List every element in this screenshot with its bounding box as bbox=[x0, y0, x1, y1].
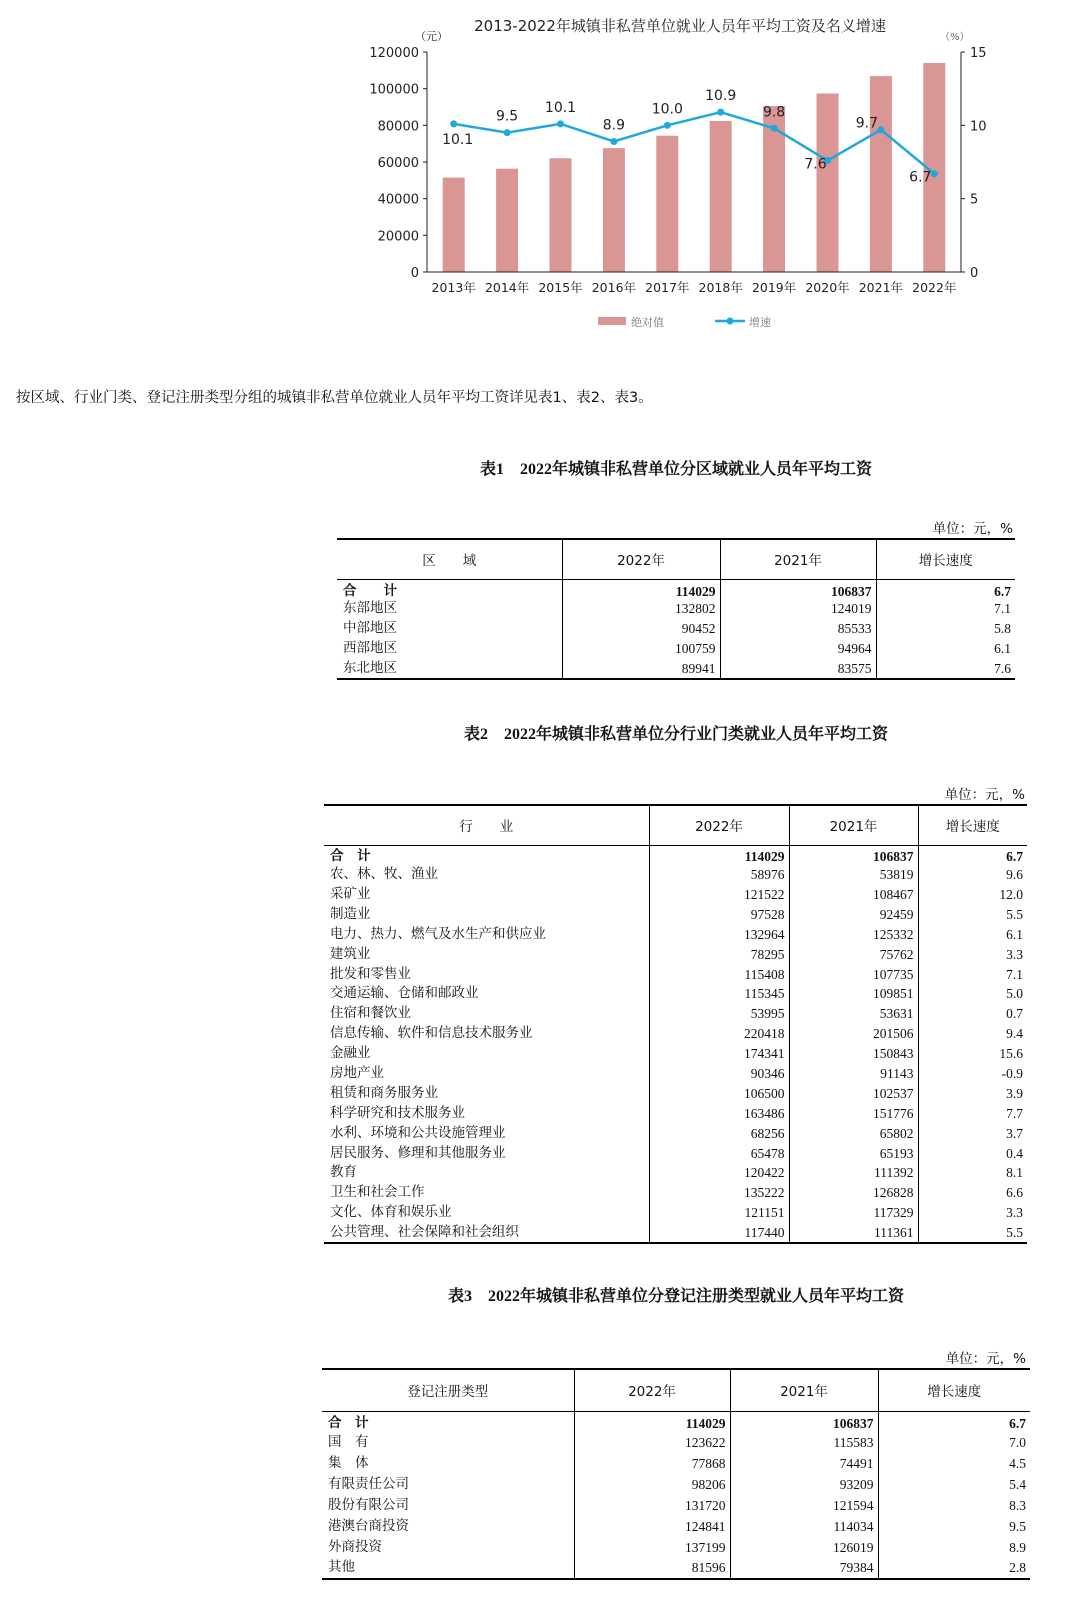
column-header: 2021年 bbox=[720, 539, 876, 579]
column-header: 2021年 bbox=[730, 1369, 878, 1411]
column-header: 2021年 bbox=[789, 805, 918, 845]
cell-value: 74491 bbox=[730, 1453, 878, 1474]
x-tick-label: 2014年 bbox=[484, 280, 530, 295]
cell-value: 5.8 bbox=[876, 619, 1015, 639]
row-label: 港澳台商投资 bbox=[328, 1517, 409, 1534]
cell-value: 121594 bbox=[730, 1495, 878, 1516]
table1-unit: 单位：元，% bbox=[932, 521, 1013, 537]
cell-value: 5.4 bbox=[878, 1474, 1030, 1495]
industry-table bbox=[324, 804, 1027, 1244]
intro-paragraph: 按区域、行业门类、登记注册类型分组的城镇非私营单位就业人员年平均工资详见表1、表2、表3。 bbox=[16, 390, 653, 406]
table-row bbox=[324, 1104, 1027, 1124]
cell-value: 2.8 bbox=[878, 1558, 1030, 1579]
growth-data-label: 9.7 bbox=[855, 115, 879, 132]
cell-value: 93209 bbox=[730, 1474, 878, 1495]
right-tick-label: 0 bbox=[970, 266, 979, 281]
left-tick-label: 20000 bbox=[377, 229, 419, 245]
table-row bbox=[322, 1411, 1030, 1432]
column-header: 增长速度 bbox=[876, 539, 1015, 579]
cell-value: 65193 bbox=[789, 1143, 918, 1163]
cell-value: 126828 bbox=[789, 1183, 918, 1203]
cell-value: 68256 bbox=[649, 1123, 789, 1143]
growth-data-label: 6.7 bbox=[909, 169, 932, 186]
cell-value: 75762 bbox=[789, 944, 918, 964]
row-label: 东北地区 bbox=[343, 659, 397, 676]
cell-value: 53631 bbox=[789, 1004, 918, 1024]
cell-value: 8.9 bbox=[878, 1537, 1030, 1558]
growth-data-label: 8.9 bbox=[602, 117, 626, 134]
cell-value: 6.1 bbox=[918, 925, 1027, 945]
cell-value: 117440 bbox=[649, 1223, 789, 1243]
cell-value: 109851 bbox=[789, 984, 918, 1004]
cell-value: 5.0 bbox=[918, 984, 1027, 1004]
row-label: 文化、体育和娱乐业 bbox=[330, 1204, 452, 1221]
x-tick-label: 2022年 bbox=[912, 280, 957, 295]
table-row bbox=[322, 1516, 1030, 1537]
table-row bbox=[324, 1143, 1027, 1163]
table-row bbox=[324, 1183, 1027, 1203]
x-tick-label: 2017年 bbox=[645, 280, 690, 295]
table-row bbox=[324, 1203, 1027, 1223]
cell-value: 0.4 bbox=[918, 1143, 1027, 1163]
bar bbox=[656, 136, 678, 272]
growth-point bbox=[504, 129, 511, 136]
cell-value: 126019 bbox=[730, 1537, 878, 1558]
growth-point bbox=[610, 138, 617, 145]
bar bbox=[550, 158, 572, 272]
cell-value: 100759 bbox=[562, 639, 720, 659]
row-label: 居民服务、修理和其他服务业 bbox=[330, 1144, 506, 1161]
cell-value: 114029 bbox=[649, 845, 789, 865]
legend-bar-label: 绝对值 bbox=[631, 316, 664, 329]
left-tick-label: 0 bbox=[410, 266, 419, 281]
row-label: 建筑业 bbox=[330, 945, 371, 962]
row-label: 有限责任公司 bbox=[328, 1475, 409, 1492]
row-label: 住宿和餐饮业 bbox=[330, 1005, 411, 1022]
cell-value: -0.9 bbox=[918, 1064, 1027, 1084]
column-header: 区 域 bbox=[337, 539, 562, 579]
growth-data-label: 10.1 bbox=[544, 99, 577, 116]
cell-value: 53995 bbox=[649, 1004, 789, 1024]
cell-value: 6.7 bbox=[876, 579, 1015, 599]
cell-value: 65802 bbox=[789, 1123, 918, 1143]
column-header: 增长速度 bbox=[918, 805, 1027, 845]
column-header: 2022年 bbox=[562, 539, 720, 579]
x-tick-label: 2015年 bbox=[538, 280, 583, 295]
cell-value: 58976 bbox=[649, 865, 789, 885]
cell-value: 4.5 bbox=[878, 1453, 1030, 1474]
right-axis-unit: （%） bbox=[940, 32, 970, 43]
row-label: 东部地区 bbox=[343, 600, 397, 617]
cell-value: 15.6 bbox=[918, 1044, 1027, 1064]
cell-value: 85533 bbox=[720, 619, 876, 639]
cell-value: 0.7 bbox=[918, 1004, 1027, 1024]
cell-value: 7.1 bbox=[918, 964, 1027, 984]
right-tick-label: 15 bbox=[970, 46, 987, 61]
growth-point bbox=[664, 122, 671, 129]
cell-value: 92459 bbox=[789, 905, 918, 925]
cell-value: 111392 bbox=[789, 1163, 918, 1183]
table-row bbox=[324, 964, 1027, 984]
bar bbox=[870, 76, 892, 272]
cell-value: 123622 bbox=[574, 1432, 730, 1453]
table-row bbox=[324, 1123, 1027, 1143]
row-label: 科学研究和技术服务业 bbox=[330, 1104, 465, 1121]
left-tick-label: 120000 bbox=[369, 46, 419, 61]
growth-point bbox=[557, 120, 564, 127]
row-label: 公共管理、社会保障和社会组织 bbox=[330, 1223, 519, 1240]
table-row bbox=[322, 1558, 1030, 1579]
cell-value: 120422 bbox=[649, 1163, 789, 1183]
x-tick-label: 2019年 bbox=[751, 280, 797, 295]
registration-type-table bbox=[322, 1368, 1030, 1580]
cell-value: 81596 bbox=[574, 1558, 730, 1579]
cell-value: 135222 bbox=[649, 1183, 789, 1203]
cell-value: 91143 bbox=[789, 1064, 918, 1084]
cell-value: 114034 bbox=[730, 1516, 878, 1537]
cell-value: 151776 bbox=[789, 1104, 918, 1124]
cell-value: 102537 bbox=[789, 1084, 918, 1104]
cell-value: 124841 bbox=[574, 1516, 730, 1537]
row-label: 金融业 bbox=[330, 1045, 371, 1062]
cell-value: 3.7 bbox=[918, 1123, 1027, 1143]
column-header: 登记注册类型 bbox=[322, 1369, 574, 1411]
cell-value: 65478 bbox=[649, 1143, 789, 1163]
row-label: 制造业 bbox=[330, 905, 371, 922]
table-row bbox=[322, 1432, 1030, 1453]
table-row bbox=[324, 1004, 1027, 1024]
growth-data-label: 10.9 bbox=[705, 88, 737, 105]
table-row bbox=[324, 885, 1027, 905]
row-label: 房地产业 bbox=[330, 1064, 384, 1081]
table3-title: 表3 2022年城镇非私营单位分登记注册类型就业人员年平均工资 bbox=[447, 1288, 904, 1305]
cell-value: 174341 bbox=[649, 1044, 789, 1064]
table-row bbox=[324, 944, 1027, 964]
column-header: 行 业 bbox=[324, 805, 649, 845]
legend-line-label: 增速 bbox=[749, 316, 771, 329]
cell-value: 79384 bbox=[730, 1558, 878, 1579]
row-label: 采矿业 bbox=[330, 885, 371, 902]
row-label: 电力、热力、燃气及水生产和供应业 bbox=[330, 925, 546, 942]
column-header: 增长速度 bbox=[878, 1369, 1030, 1411]
left-axis-unit: （元） bbox=[415, 30, 448, 43]
table2-title: 表2 2022年城镇非私营单位分行业门类就业人员年平均工资 bbox=[463, 726, 888, 743]
table-row bbox=[322, 1537, 1030, 1558]
cell-value: 114029 bbox=[562, 579, 720, 599]
wage-chart bbox=[360, 0, 1000, 340]
cell-value: 90452 bbox=[562, 619, 720, 639]
cell-value: 107735 bbox=[789, 964, 918, 984]
cell-value: 137199 bbox=[574, 1537, 730, 1558]
cell-value: 132802 bbox=[562, 599, 720, 619]
cell-value: 163486 bbox=[649, 1104, 789, 1124]
table-row bbox=[322, 1495, 1030, 1516]
table-row bbox=[322, 1453, 1030, 1474]
cell-value: 106837 bbox=[730, 1411, 878, 1432]
column-header: 2022年 bbox=[574, 1369, 730, 1411]
cell-value: 106837 bbox=[789, 845, 918, 865]
row-label: 交通运输、仓储和邮政业 bbox=[330, 985, 479, 1002]
x-tick-label: 2020年 bbox=[805, 280, 850, 295]
row-label: 卫生和社会工作 bbox=[330, 1184, 425, 1201]
column-header: 2022年 bbox=[649, 805, 789, 845]
table1-title: 表1 2022年城镇非私营单位分区域就业人员年平均工资 bbox=[479, 461, 872, 478]
cell-value: 98206 bbox=[574, 1474, 730, 1495]
cell-value: 53819 bbox=[789, 865, 918, 885]
table-row bbox=[324, 1064, 1027, 1084]
cell-value: 6.7 bbox=[918, 845, 1027, 865]
row-label: 外商投资 bbox=[328, 1538, 382, 1555]
table3-unit: 单位：元，% bbox=[945, 1351, 1026, 1367]
table2-unit: 单位：元，% bbox=[944, 787, 1025, 803]
row-label: 合 计 bbox=[343, 582, 397, 599]
cell-value: 6.7 bbox=[878, 1411, 1030, 1432]
right-tick-label: 5 bbox=[970, 192, 979, 208]
growth-point bbox=[717, 109, 724, 116]
cell-value: 106500 bbox=[649, 1084, 789, 1104]
cell-value: 7.7 bbox=[918, 1104, 1027, 1124]
bar bbox=[443, 178, 465, 272]
cell-value: 121151 bbox=[649, 1203, 789, 1223]
cell-value: 94964 bbox=[720, 639, 876, 659]
x-tick-label: 2016年 bbox=[591, 280, 637, 295]
table-row bbox=[324, 925, 1027, 945]
growth-point bbox=[877, 126, 884, 133]
chart-title: 2013-2022年城镇非私营单位就业人员年平均工资及名义增速 bbox=[474, 17, 886, 35]
cell-value: 90346 bbox=[649, 1064, 789, 1084]
bar bbox=[496, 169, 518, 272]
table-row bbox=[324, 1223, 1027, 1243]
legend-bar-swatch bbox=[598, 317, 626, 325]
cell-value: 78295 bbox=[649, 944, 789, 964]
cell-value: 77868 bbox=[574, 1453, 730, 1474]
cell-value: 132964 bbox=[649, 925, 789, 945]
cell-value: 7.0 bbox=[878, 1432, 1030, 1453]
table-row bbox=[324, 1084, 1027, 1104]
left-tick-label: 60000 bbox=[377, 156, 419, 171]
growth-point bbox=[931, 170, 938, 177]
table-row bbox=[337, 659, 1015, 679]
cell-value: 8.3 bbox=[878, 1495, 1030, 1516]
row-label: 西部地区 bbox=[343, 640, 397, 657]
cell-value: 3.3 bbox=[918, 1203, 1027, 1223]
cell-value: 3.3 bbox=[918, 944, 1027, 964]
cell-value: 115583 bbox=[730, 1432, 878, 1453]
x-tick-label: 2013年 bbox=[431, 280, 476, 295]
row-label: 股份有限公司 bbox=[328, 1496, 409, 1513]
left-tick-label: 40000 bbox=[377, 192, 419, 208]
row-label: 其他 bbox=[328, 1559, 355, 1576]
cell-value: 83575 bbox=[720, 659, 876, 679]
left-tick-label: 80000 bbox=[377, 119, 419, 135]
x-tick-label: 2021年 bbox=[858, 280, 904, 295]
bar bbox=[710, 121, 732, 272]
row-label: 租赁和商务服务业 bbox=[330, 1084, 438, 1101]
row-label: 水利、环境和公共设施管理业 bbox=[330, 1124, 506, 1141]
row-label: 集 体 bbox=[328, 1454, 369, 1471]
row-label: 教育 bbox=[330, 1164, 357, 1181]
left-tick-label: 100000 bbox=[369, 82, 419, 98]
table-row bbox=[324, 1024, 1027, 1044]
table-row bbox=[324, 865, 1027, 885]
cell-value: 9.6 bbox=[918, 865, 1027, 885]
cell-value: 12.0 bbox=[918, 885, 1027, 905]
cell-value: 5.5 bbox=[918, 905, 1027, 925]
cell-value: 121522 bbox=[649, 885, 789, 905]
cell-value: 108467 bbox=[789, 885, 918, 905]
table-row bbox=[337, 639, 1015, 659]
cell-value: 7.6 bbox=[876, 659, 1015, 679]
table-row bbox=[322, 1474, 1030, 1495]
cell-value: 5.5 bbox=[918, 1223, 1027, 1243]
row-label: 中部地区 bbox=[343, 620, 397, 637]
cell-value: 220418 bbox=[649, 1024, 789, 1044]
growth-data-label: 7.6 bbox=[804, 156, 827, 173]
table-row bbox=[337, 599, 1015, 619]
row-label: 合 计 bbox=[330, 848, 371, 865]
cell-value: 89941 bbox=[562, 659, 720, 679]
legend-line-marker bbox=[727, 318, 734, 325]
cell-value: 115408 bbox=[649, 964, 789, 984]
cell-value: 8.1 bbox=[918, 1163, 1027, 1183]
cell-value: 150843 bbox=[789, 1044, 918, 1064]
cell-value: 114029 bbox=[574, 1411, 730, 1432]
growth-point bbox=[450, 120, 457, 127]
right-tick-label: 10 bbox=[970, 119, 987, 135]
cell-value: 9.4 bbox=[918, 1024, 1027, 1044]
table-row bbox=[337, 619, 1015, 639]
row-label: 信息传输、软件和信息技术服务业 bbox=[330, 1025, 533, 1042]
cell-value: 106837 bbox=[720, 579, 876, 599]
row-label: 国 有 bbox=[328, 1433, 369, 1450]
cell-value: 7.1 bbox=[876, 599, 1015, 619]
cell-value: 124019 bbox=[720, 599, 876, 619]
growth-point bbox=[771, 125, 778, 132]
cell-value: 6.6 bbox=[918, 1183, 1027, 1203]
region-table bbox=[337, 538, 1015, 680]
cell-value: 125332 bbox=[789, 925, 918, 945]
cell-value: 9.5 bbox=[878, 1516, 1030, 1537]
table-row bbox=[337, 579, 1015, 599]
cell-value: 131720 bbox=[574, 1495, 730, 1516]
cell-value: 6.1 bbox=[876, 639, 1015, 659]
bar bbox=[817, 93, 839, 272]
cell-value: 115345 bbox=[649, 984, 789, 1004]
cell-value: 97528 bbox=[649, 905, 789, 925]
x-tick-label: 2018年 bbox=[698, 280, 743, 295]
table-row bbox=[324, 984, 1027, 1004]
cell-value: 111361 bbox=[789, 1223, 918, 1243]
table-row bbox=[324, 845, 1027, 865]
bar bbox=[603, 148, 625, 272]
cell-value: 201506 bbox=[789, 1024, 918, 1044]
row-label: 批发和零售业 bbox=[330, 965, 411, 982]
cell-value: 3.9 bbox=[918, 1084, 1027, 1104]
cell-value: 117329 bbox=[789, 1203, 918, 1223]
table-row bbox=[324, 1044, 1027, 1064]
table-row bbox=[324, 905, 1027, 925]
growth-data-label: 9.5 bbox=[495, 108, 519, 125]
growth-data-label: 10.1 bbox=[442, 131, 474, 148]
row-label: 农、林、牧、渔业 bbox=[330, 866, 438, 883]
table-row bbox=[324, 1163, 1027, 1183]
growth-data-label: 10.0 bbox=[651, 101, 683, 118]
growth-data-label: 9.8 bbox=[762, 104, 786, 121]
row-label: 合 计 bbox=[328, 1415, 369, 1431]
